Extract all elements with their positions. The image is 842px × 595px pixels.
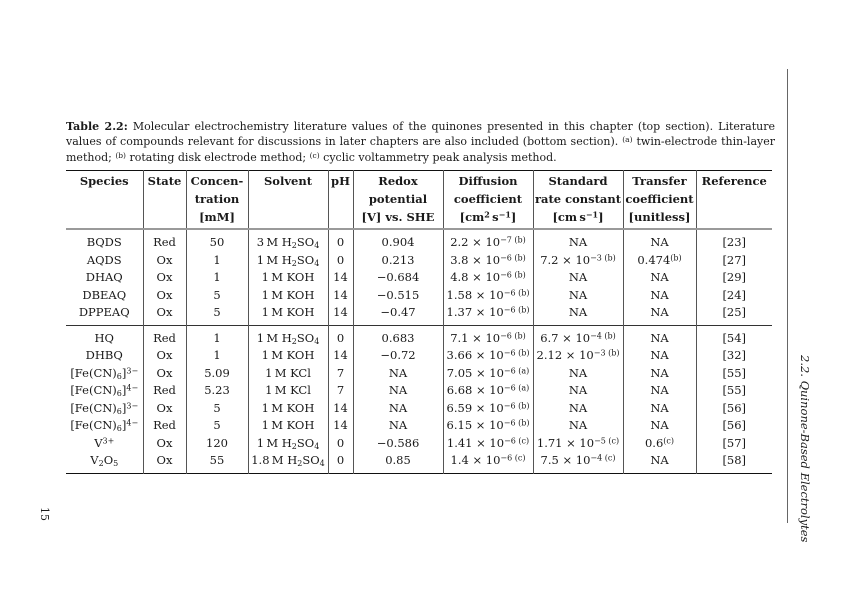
cell-reference: [25] — [696, 304, 772, 325]
running-header: 2.2. Quinone-Based Electrolytes — [798, 355, 812, 543]
running-header-rule — [787, 69, 788, 523]
cell-concentration: 5 — [186, 304, 248, 325]
cell-ph: 0 — [328, 252, 353, 270]
cell-solvent: 1 M $H_2SO_4$ — [248, 435, 328, 453]
cell-transfer-coeff: NA — [623, 382, 696, 400]
cell-ph: 7 — [328, 365, 353, 383]
cell-solvent: 1 M KOH — [248, 400, 328, 418]
electrochemistry-table — [66, 170, 772, 474]
cell-ph: 0 — [328, 325, 353, 347]
cell-concentration: 1 — [186, 252, 248, 270]
cell-transfer-coeff: NA — [623, 452, 696, 473]
cell-ph: 14 — [328, 400, 353, 418]
cell-redox-potential: 0.683 — [353, 325, 443, 347]
cell-concentration: 50 — [186, 229, 248, 252]
cell-reference: [24] — [696, 287, 772, 305]
cell-diffusion-coeff: $1.58 \times 10^{-6 (b)}$ — [443, 287, 533, 305]
cell-transfer-coeff: NA — [623, 417, 696, 435]
cell-diffusion-coeff: $6.68 \times 10^{-6 (a)}$ — [443, 382, 533, 400]
cell-species: DHBQ — [85, 348, 123, 362]
cell-rate-constant: NA — [533, 382, 623, 400]
cell-state: Ox — [143, 252, 186, 270]
cell-diffusion-coeff: $6.59 \times 10^{-6 (b)}$ — [443, 400, 533, 418]
cell-state: Ox — [143, 365, 186, 383]
column-header-diffusion-coeff: Diffusion coefficient [$cm^2$ $s^{-1}$] — [443, 171, 533, 230]
cell-species: DBEAQ — [82, 287, 127, 302]
cell-species: AQDS — [86, 252, 122, 267]
cell-solvent: 1 M KOH — [248, 417, 328, 435]
table-row — [66, 435, 772, 453]
cell-diffusion-coeff: $3.8 \times 10^{-6 (b)}$ — [443, 252, 533, 270]
cell-transfer-coeff: 0.474$^{(b)}$ — [623, 252, 696, 270]
cell-redox-potential: NA — [353, 382, 443, 400]
cell-state: Ox — [143, 435, 186, 453]
cell-ph: 14 — [328, 304, 353, 325]
cell-concentration: 120 — [186, 435, 248, 453]
cell-solvent: 1 M KOH — [248, 269, 328, 287]
page-number: 15 — [38, 507, 51, 521]
column-header-rate-constant: Standard rate constant [cm $s^{-1}$] — [533, 171, 623, 230]
cell-reference: [58] — [696, 452, 772, 473]
table-header — [66, 171, 772, 230]
cell-species: $[Fe(CN)_6]^{4-}$ — [70, 383, 139, 398]
cell-diffusion-coeff: $1.37 \times 10^{-6 (b)}$ — [443, 304, 533, 325]
cell-rate-constant: $7.5 \times 10^{-4 (c)}$ — [533, 452, 623, 473]
cell-concentration: 5.23 — [186, 382, 248, 400]
cell-concentration: 5 — [186, 400, 248, 418]
cell-redox-potential: 0.213 — [353, 252, 443, 270]
cell-redox-potential: −0.684 — [353, 269, 443, 287]
cell-diffusion-coeff: $7.05 \times 10^{-6 (a)}$ — [443, 365, 533, 383]
cell-species: DPPEAQ — [78, 305, 130, 319]
cell-species: $V^{3+}$ — [94, 435, 115, 450]
column-header-concentration: Concen- tration [mM] — [186, 171, 248, 230]
cell-solvent: 1 M KCl — [248, 382, 328, 400]
cell-concentration: 55 — [186, 452, 248, 473]
cell-ph: 7 — [328, 382, 353, 400]
cell-state: Ox — [143, 347, 186, 365]
cell-rate-constant: NA — [533, 400, 623, 418]
cell-solvent: 1.8 M $H_2SO_4$ — [248, 452, 328, 473]
cell-redox-potential: −0.515 — [353, 287, 443, 305]
cell-diffusion-coeff: $2.2 \times 10^{-7 (b)}$ — [443, 229, 533, 252]
cell-solvent: 3 M $H_2SO_4$ — [248, 229, 328, 252]
cell-transfer-coeff: NA — [623, 400, 696, 418]
cell-rate-constant: NA — [533, 304, 623, 325]
cell-reference: [54] — [696, 325, 772, 347]
cell-redox-potential: NA — [353, 365, 443, 383]
cell-solvent: 1 M $H_2SO_4$ — [248, 252, 328, 270]
cell-species: DHAQ — [85, 270, 123, 284]
cell-reference: [55] — [696, 382, 772, 400]
cell-solvent: 1 M KOH — [248, 287, 328, 305]
table-row — [66, 365, 772, 383]
cell-redox-potential: 0.904 — [353, 229, 443, 252]
table-row — [66, 304, 772, 325]
table-row — [66, 287, 772, 305]
cell-transfer-coeff: NA — [623, 325, 696, 347]
table-row — [66, 347, 772, 365]
cell-state: Ox — [143, 269, 186, 287]
cell-ph: 14 — [328, 269, 353, 287]
cell-solvent: 1 M KOH — [248, 347, 328, 365]
table-row — [66, 252, 772, 270]
cell-ph: 0 — [328, 229, 353, 252]
cell-transfer-coeff: NA — [623, 304, 696, 325]
cell-redox-potential: 0.85 — [353, 452, 443, 473]
table-row — [66, 400, 772, 418]
cell-diffusion-coeff: $4.8 \times 10^{-6 (b)}$ — [443, 269, 533, 287]
cell-concentration: 1 — [186, 347, 248, 365]
cell-ph: 14 — [328, 417, 353, 435]
cell-species: $V_2O_5$ — [90, 453, 119, 468]
column-header-ph: pH — [328, 171, 353, 230]
cell-reference: [56] — [696, 417, 772, 435]
cell-reference: [23] — [696, 229, 772, 252]
cell-diffusion-coeff: $6.15 \times 10^{-6 (b)}$ — [443, 417, 533, 435]
cell-reference: [56] — [696, 400, 772, 418]
cell-rate-constant: $1.71 \times 10^{-5 (c)}$ — [533, 435, 623, 453]
cell-species: $[Fe(CN)_6]^{3-}$ — [70, 365, 139, 381]
cell-transfer-coeff: 0.6$^{(c)}$ — [623, 435, 696, 453]
cell-solvent: 1 M KOH — [248, 304, 328, 325]
table-caption-text: Molecular electrochemistry literature values of the quinones presented in this chapter (top section). Literature values of compounds relevant for discussions in later chapters are also included (bottom section). $^{(a)}$ twin-electrode thin-layer method; $^{(b)}$ rotating disk electrode method; $^{(c)}$ cyclic voltammetry peak analysis method. — [66, 120, 775, 164]
cell-rate-constant: $7.2 \times 10^{-3 (b)}$ — [533, 252, 623, 270]
cell-concentration: 1 — [186, 269, 248, 287]
cell-redox-potential: −0.586 — [353, 435, 443, 453]
cell-transfer-coeff: NA — [623, 365, 696, 383]
cell-rate-constant: NA — [533, 287, 623, 305]
cell-ph: 0 — [328, 452, 353, 473]
cell-species: $[Fe(CN)_6]^{4-}$ — [70, 418, 139, 433]
cell-ph: 14 — [328, 287, 353, 305]
cell-diffusion-coeff: $3.66 \times 10^{-6 (b)}$ — [443, 347, 533, 365]
cell-rate-constant: NA — [533, 417, 623, 435]
table-caption — [66, 119, 775, 165]
column-header-species: Species — [79, 174, 129, 188]
column-header-transfer-coeff: Transfer coefficient [unitless] — [623, 171, 696, 230]
cell-rate-constant: NA — [533, 365, 623, 383]
cell-state: Ox — [143, 400, 186, 418]
cell-redox-potential: NA — [353, 417, 443, 435]
cell-concentration: 5.09 — [186, 365, 248, 383]
table-section-quinones — [66, 229, 772, 325]
cell-rate-constant: NA — [533, 229, 623, 252]
cell-state: Red — [143, 325, 186, 347]
cell-transfer-coeff: NA — [623, 269, 696, 287]
cell-species: $[Fe(CN)_6]^{3-}$ — [70, 400, 139, 416]
cell-redox-potential: −0.47 — [353, 304, 443, 325]
cell-rate-constant: $6.7 \times 10^{-4 (b)}$ — [533, 325, 623, 347]
cell-reference: [29] — [696, 269, 772, 287]
cell-concentration: 5 — [186, 417, 248, 435]
cell-ph: 0 — [328, 435, 353, 453]
cell-solvent: 1 M $H_2SO_4$ — [248, 325, 328, 347]
cell-transfer-coeff: NA — [623, 287, 696, 305]
cell-state: Ox — [143, 287, 186, 305]
cell-redox-potential: NA — [353, 400, 443, 418]
cell-rate-constant: NA — [533, 269, 623, 287]
table-row — [66, 229, 772, 252]
cell-redox-potential: −0.72 — [353, 347, 443, 365]
table-section-other-compounds — [66, 325, 772, 473]
cell-rate-constant: $2.12 \times 10^{-3 (b)}$ — [533, 347, 623, 365]
cell-transfer-coeff: NA — [623, 347, 696, 365]
column-header-state: State — [143, 171, 186, 230]
table-row — [66, 325, 772, 347]
column-header-reference: Reference — [696, 171, 772, 230]
cell-diffusion-coeff: $1.41 \times 10^{-6 (c)}$ — [443, 435, 533, 453]
cell-state: Red — [143, 382, 186, 400]
cell-concentration: 5 — [186, 287, 248, 305]
cell-diffusion-coeff: $1.4 \times 10^{-6 (c)}$ — [443, 452, 533, 473]
cell-state: Ox — [143, 304, 186, 325]
cell-state: Red — [143, 229, 186, 252]
cell-reference: [32] — [696, 347, 772, 365]
cell-reference: [27] — [696, 252, 772, 270]
table-row — [66, 452, 772, 473]
table-caption-label: Table 2.2: — [66, 120, 128, 133]
cell-species: HQ — [94, 330, 114, 345]
cell-species: BQDS — [86, 235, 122, 249]
column-header-solvent: Solvent — [248, 171, 328, 230]
cell-ph: 14 — [328, 347, 353, 365]
column-header-redox-potential: Redox potential [V] vs. SHE — [353, 171, 443, 230]
table-row — [66, 269, 772, 287]
table-row — [66, 417, 772, 435]
cell-concentration: 1 — [186, 325, 248, 347]
cell-reference: [55] — [696, 365, 772, 383]
cell-reference: [57] — [696, 435, 772, 453]
table-header-row — [66, 171, 772, 230]
cell-state: Red — [143, 417, 186, 435]
cell-solvent: 1 M KCl — [248, 365, 328, 383]
table-row — [66, 382, 772, 400]
cell-diffusion-coeff: $7.1 \times 10^{-6 (b)}$ — [443, 325, 533, 347]
cell-state: Ox — [143, 452, 186, 473]
cell-transfer-coeff: NA — [623, 229, 696, 252]
